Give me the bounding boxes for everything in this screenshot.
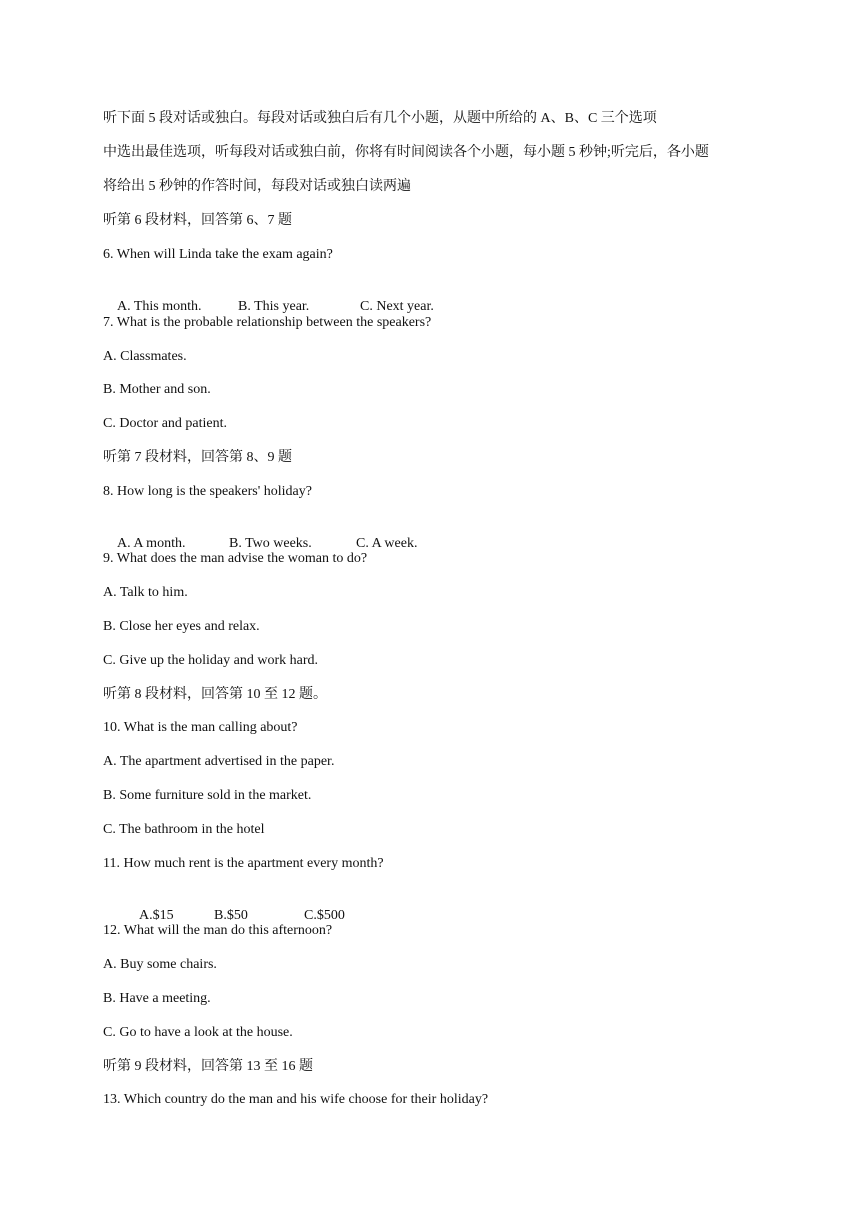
option-a: A. This month.: [117, 299, 202, 314]
question-7: 7. What is the probable relationship between the speakers?: [103, 315, 432, 330]
question-9-option-a: A. Talk to him.: [103, 585, 188, 600]
question-9-option-b: B. Close her eyes and relax.: [103, 619, 260, 634]
section-6-heading: 听第 6 段材料，回答第 6、7 题: [103, 213, 292, 228]
question-13: 13. Which country do the man and his wife choose for their holiday?: [103, 1092, 489, 1107]
question-7-option-c: C. Doctor and patient.: [103, 416, 228, 431]
section-7-heading: 听第 7 段材料，回答第 8、9 题: [103, 450, 292, 465]
section-9-heading: 听第 9 段材料，回答第 13 至 16 题: [103, 1059, 313, 1074]
question-12-option-a: A. Buy some chairs.: [103, 957, 217, 972]
question-10-option-b: B. Some furniture sold in the market.: [103, 788, 312, 803]
option-c: C. Next year.: [360, 299, 434, 314]
question-10-option-a: A. The apartment advertised in the paper.: [103, 754, 335, 769]
question-9-option-c: C. Give up the holiday and work hard.: [103, 653, 319, 668]
question-10-option-c: C. The bathroom in the hotel: [103, 822, 265, 837]
question-12-option-b: B. Have a meeting.: [103, 991, 211, 1006]
question-10: 10. What is the man calling about?: [103, 720, 298, 735]
question-9: 9. What does the man advise the woman to do?: [103, 551, 368, 566]
option-b: B. This year.: [238, 299, 310, 314]
instructions-line-3: 将给出 5 秒钟的作答时间，每段对话或独白读两遍: [103, 179, 411, 194]
option-c: C. A week.: [356, 536, 418, 551]
section-8-heading: 听第 8 段材料，回答第 10 至 12 题。: [103, 687, 327, 702]
option-a: A.$15: [139, 908, 174, 923]
instructions-line-2: 中选出最佳选项，听每段对话或独白前，你将有时间阅读各个小题，每小题 5 秒钟;听完后，各小题: [103, 145, 709, 160]
option-a: A. A month.: [117, 536, 186, 551]
question-8: 8. How long is the speakers' holiday?: [103, 484, 312, 499]
question-11: 11. How much rent is the apartment every month?: [103, 856, 384, 871]
option-b: B.$50: [214, 908, 248, 923]
question-12: 12. What will the man do this afternoon?: [103, 923, 333, 938]
question-7-option-b: B. Mother and son.: [103, 382, 211, 397]
question-6: 6. When will Linda take the exam again?: [103, 247, 333, 262]
instructions-line-1: 听下面 5 段对话或独白。每段对话或独白后有几个小题，从题中所给的 A、B、C 三个选项: [103, 111, 657, 126]
question-12-option-c: C. Go to have a look at the house.: [103, 1025, 293, 1040]
option-c: C.$500: [304, 908, 345, 923]
question-7-option-a: A. Classmates.: [103, 349, 187, 364]
option-b: B. Two weeks.: [229, 536, 312, 551]
